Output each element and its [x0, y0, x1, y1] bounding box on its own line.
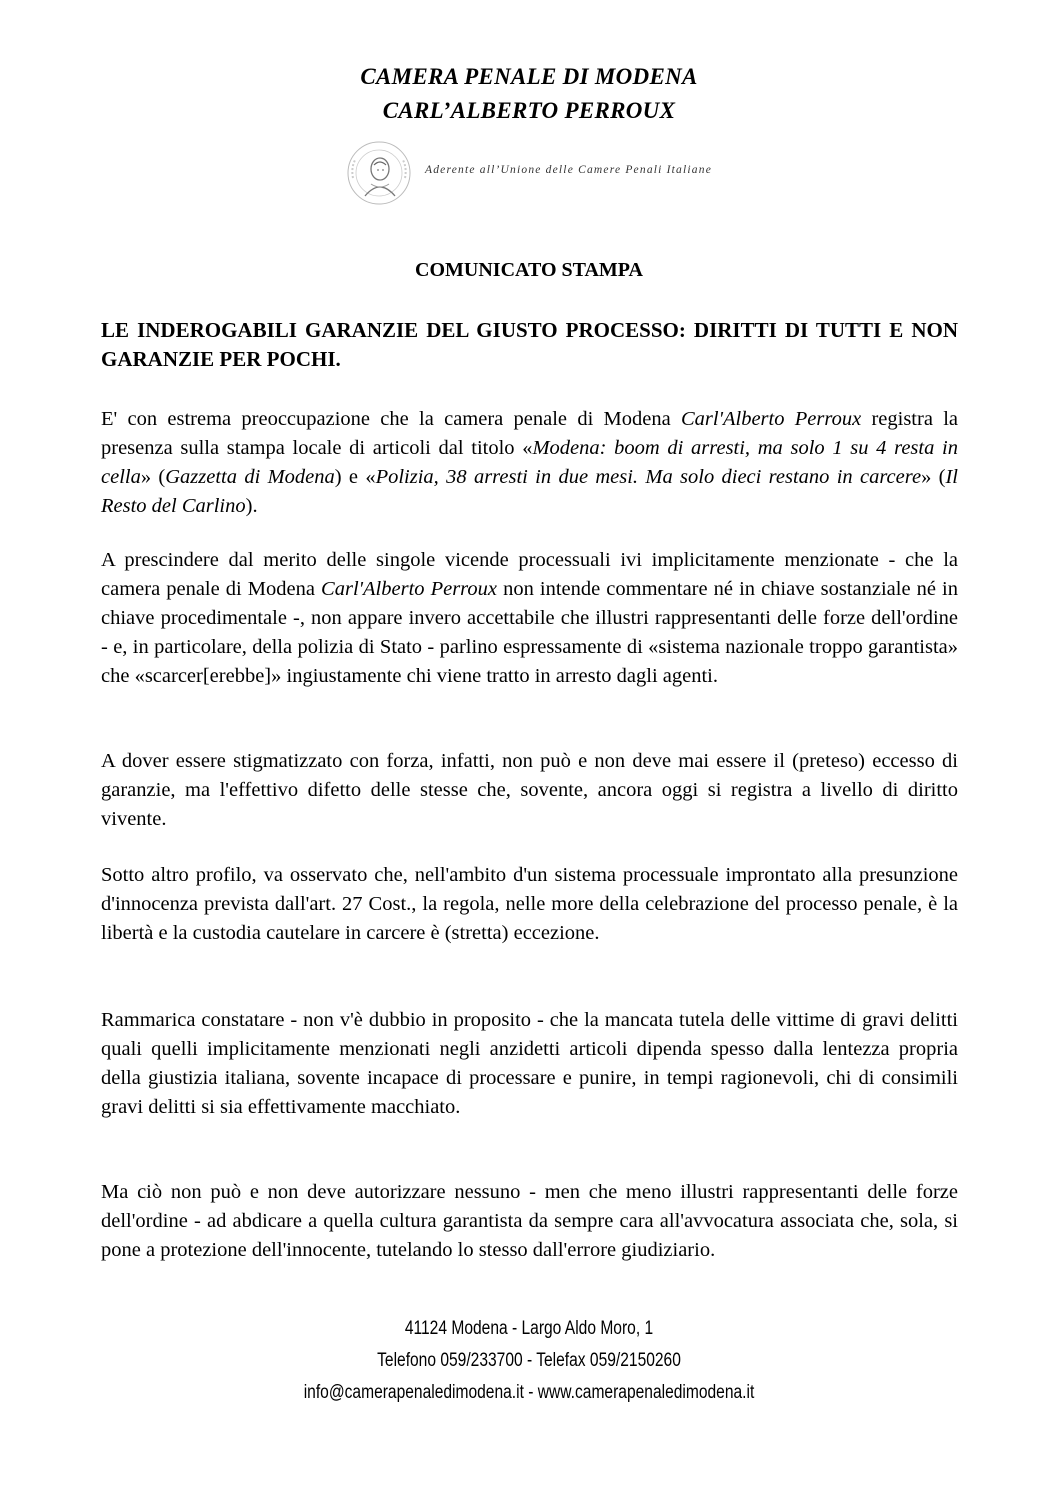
footer-address: 41124 Modena - Largo Aldo Moro, 1 — [404, 1318, 654, 1339]
paragraph-6: Ma ciò non può e non deve autorizzare nessuno - men che meno illustri rappresentanti delle forze dell'ordine - ad abdicare a quella cultura garantista da sempre cara all'avvocatura associata che, sola, si pone a protezione dell'innocente, tutelando lo stesso dall'errore giudiziario. — [101, 1181, 958, 1261]
press-release-label: COMUNICATO STAMPA — [415, 259, 643, 281]
paragraph-3: A dover essere stigmatizzato con forza, infatti, non può e non deve mai essere il (preteso) eccesso di garanzie, ma l'effettivo difetto delle stesse che, sovente, ancora oggi si registra a livello di diritto vivente. — [101, 750, 958, 830]
paragraph-5: Rammarica constatare - non v'è dubbio in proposito - che la mancata tutela delle vittime di gravi delitti quali quelli implicitamente menzionati negli anzidetti articoli dipenda spesso dalla lentezza propria della giustizia italiana, sovente incapace di processare e punire, in tempi ragionevoli, chi di consimili gravi delitti si sia effettivamente macchiato. — [101, 1009, 958, 1118]
paragraph-1: E' con estrema preoccupazione che la camera penale di Modena Carl'Alberto Perroux registra la presenza sulla stampa locale di articoli dal titolo «Modena: boom di arresti, ma solo 1 su 4 resta in cella» (Gazzetta di Modena) e «Polizia, 38 arresti in due mesi. Ma solo dieci restano in carcere» (Il Resto del Carlino). — [101, 408, 959, 517]
portrait-seal-icon — [343, 138, 415, 208]
paragraph-4: Sotto altro profilo, va osservato che, nell'ambito d'un sistema processuale improntato alla presunzione d'innocenza prevista dall'art. 27 Cost., la regola, nelle more della celebrazione del processo penale, è la libertà e la custodia cautelare in carcere è (stretta) eccezione. — [101, 864, 958, 944]
footer-phone: Telefono 059/233700 - Telefax 059/2150260 — [377, 1350, 681, 1371]
org-dedicatee: CARL’ALBERTO PERROUX — [382, 98, 676, 123]
footer-contact: info@camerapenaledimodena.it - www.camerapenaledimodena.it — [303, 1382, 755, 1403]
paragraph-2: A prescindere dal merito delle singole vicende processuali ivi implicitamente menzionate - che la camera penale di Modena Carl'Alberto Perroux non intende commentare né in chiave sostanziale né in chiave procedimentale -, non appare invero accettabile che illustri rappresentanti delle forze dell'ordine - e, in particolare, della polizia di Stato - parlino espressamente di «sistema nazionale troppo garantista» che «scarcer[erebbe]» ingiustamente chi viene tratto in arresto dagli agenti. — [101, 549, 958, 687]
logo-row — [343, 138, 743, 208]
org-name: CAMERA PENALE DI MODENA — [360, 64, 698, 89]
affiliation-text: Aderente all’Unione delle Camere Penali Italiane — [425, 164, 712, 176]
headline: LE INDEROGABILI GARANZIE DEL GIUSTO PROCESSO: DIRITTI DI TUTTI E NON GARANZIE PER POCHI. — [101, 318, 958, 371]
